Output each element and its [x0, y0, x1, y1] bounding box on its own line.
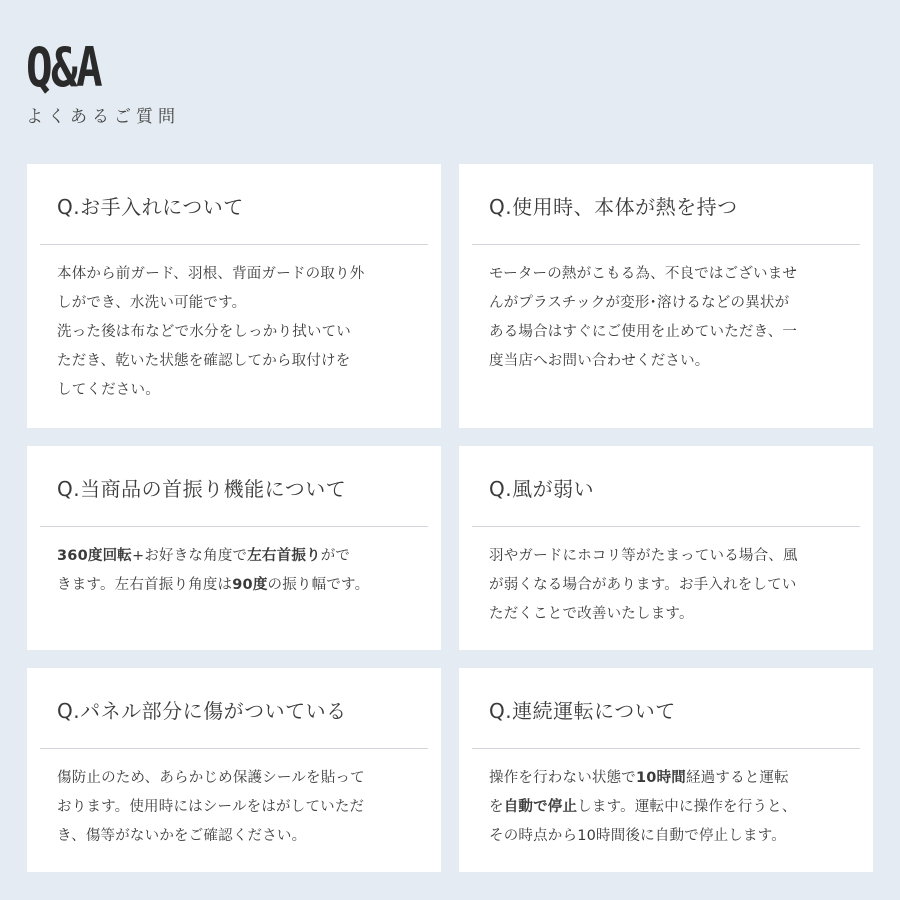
- answer-text: 本体から前ガード、羽根、背面ガードの取り外 しができ、水洗い可能です。 洗った後は布などで水分をしっかり拭いてい ただき、乾いた状態を確認してから取付けを してください。: [57, 266, 365, 398]
- faq-question: Q.連続運転について: [489, 699, 676, 723]
- faq-card-continuous-operation: [459, 668, 873, 872]
- faq-card-weak-wind: [459, 446, 873, 650]
- divider: [472, 244, 860, 245]
- answer-emphasis: 10時間: [636, 770, 686, 786]
- answer-text: します。運転中に操作を行うと、 その時点から10時間後に自動で停止します。: [489, 799, 797, 844]
- answer-text: 経過すると運転 を: [489, 770, 789, 815]
- faq-question: Q.風が弱い: [489, 477, 595, 501]
- faq-card-oscillation: [27, 446, 441, 650]
- faq-answer: [57, 542, 423, 600]
- answer-text: モーターの熱がこもる為、不良ではございませ んがプラスチックが変形･溶けるなどの異状が ある場合はすぐにご使用を止めていただき、一 度当店へお問い合わせください。: [489, 266, 798, 369]
- faq-card-heat: [459, 164, 873, 428]
- faq-answer: [489, 764, 855, 851]
- faq-question: Q.当商品の首振り機能について: [57, 477, 347, 501]
- answer-text: がで きます。左右首振り角度は: [57, 548, 351, 593]
- answer-emphasis: 自動で停止: [503, 799, 578, 815]
- answer-text: 操作を行わない状態で: [489, 770, 636, 786]
- answer-text: 傷防止のため、あらかじめ保護シールを貼って おります。使用時にはシールをはがしていただ き、傷等がないかをご確認ください。: [57, 770, 365, 844]
- answer-text: 羽やガードにホコリ等がたまっている場合、風 が弱くなる場合があります。お手入れをしてい ただくことで改善いたします。: [489, 548, 798, 622]
- faq-question: Q.お手入れについて: [57, 195, 244, 219]
- page-title: Q&A: [26, 36, 102, 99]
- answer-emphasis: 360度回転: [57, 548, 132, 564]
- page-subtitle: よくあるご質問: [26, 107, 180, 127]
- faq-answer: [489, 542, 855, 629]
- divider: [40, 526, 428, 527]
- faq-question: Q.パネル部分に傷がついている: [57, 699, 347, 723]
- faq-answer: [489, 260, 855, 376]
- divider: [472, 526, 860, 527]
- faq-question: Q.使用時、本体が熱を持つ: [489, 195, 738, 219]
- faq-card-care: [27, 164, 441, 428]
- answer-emphasis: 左右首振り: [247, 548, 321, 564]
- faq-answer: [57, 764, 423, 851]
- faq-card-panel-scratch: [27, 668, 441, 872]
- answer-emphasis: 90度: [232, 577, 268, 593]
- divider: [40, 244, 428, 245]
- divider: [40, 748, 428, 749]
- answer-text: の振り幅です。: [267, 577, 370, 593]
- answer-text: +お好きな角度で: [131, 548, 248, 564]
- faq-answer: [57, 260, 423, 405]
- divider: [472, 748, 860, 749]
